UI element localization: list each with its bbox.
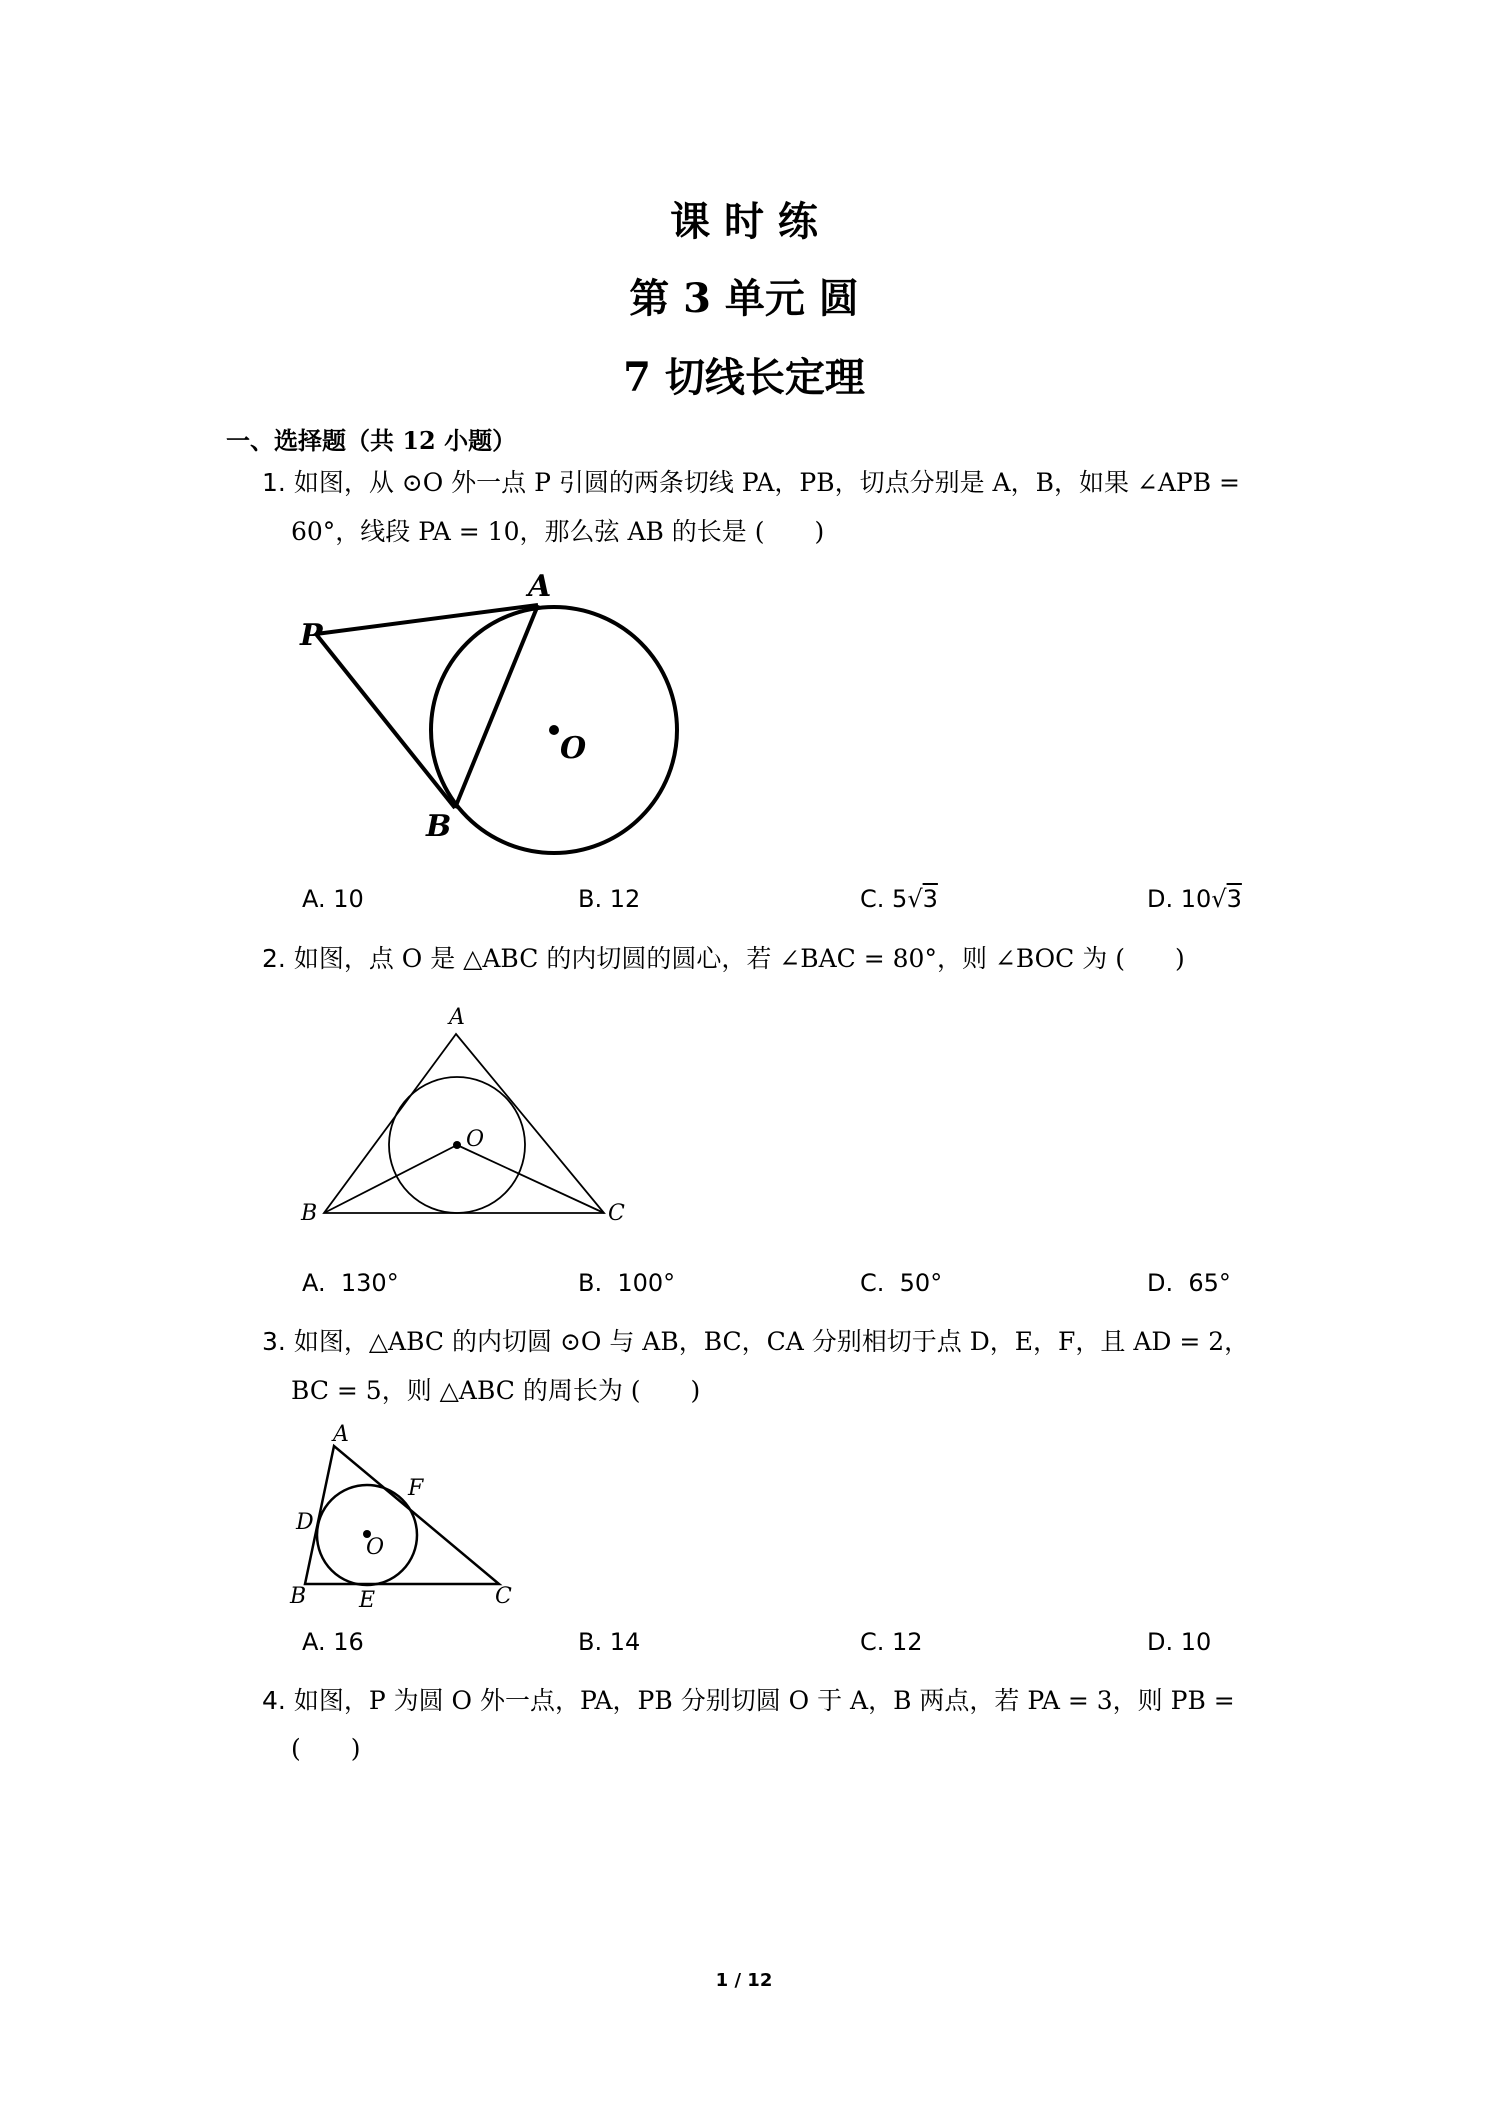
label-d: D bbox=[296, 1510, 314, 1535]
label-e: E bbox=[359, 1588, 376, 1613]
option-2b[interactable]: B. 100° bbox=[578, 1269, 676, 1297]
question-1-line-2: 60°，线段 PA = 10，那么弦 AB 的长是 ( ) bbox=[291, 517, 825, 546]
label-b: B bbox=[290, 1584, 307, 1609]
question-4-line-1 bbox=[262, 1672, 1235, 1730]
option-2d[interactable]: D. 65° bbox=[1147, 1269, 1231, 1297]
chord-ab bbox=[455, 605, 538, 808]
label-p: P bbox=[300, 618, 323, 653]
label-o: O bbox=[466, 1127, 485, 1152]
question-3-line-2: BC = 5，则 △ABC 的周长为 ( ) bbox=[291, 1376, 701, 1405]
option-3d[interactable]: D. 10 bbox=[1147, 1628, 1212, 1656]
option-1c[interactable]: C. 5√3 bbox=[860, 885, 938, 913]
figure-q2-incircle bbox=[295, 995, 635, 1230]
question-4-line-2: ( ) bbox=[291, 1734, 361, 1763]
option-3b[interactable]: B. 14 bbox=[578, 1628, 641, 1656]
unit-title: 第 3 单元 圆 bbox=[629, 275, 859, 322]
option-1d[interactable]: D. 10√3 bbox=[1147, 885, 1242, 913]
worksheet-title: 课 时 练 bbox=[670, 198, 818, 245]
question-text: 如图，从 ⊙O 外一点 P 引圆的两条切线 PA，PB，切点分别是 A，B，如果 ∠APB = bbox=[293, 468, 1240, 497]
triangle-abc bbox=[324, 1034, 604, 1213]
option-2a[interactable]: A. 130° bbox=[302, 1269, 399, 1297]
page-number: 1 / 12 bbox=[715, 1970, 773, 1991]
label-o: O bbox=[560, 731, 587, 766]
option-2c[interactable]: C. 50° bbox=[860, 1269, 943, 1297]
option-1a[interactable]: A. 10 bbox=[302, 885, 364, 913]
question-number: 1. bbox=[262, 468, 286, 497]
label-b: B bbox=[426, 809, 452, 844]
question-text: 如图，点 O 是 △ABC 的内切圆的圆心，若 ∠BAC = 80°，则 ∠BOC 为 ( ) bbox=[293, 944, 1185, 973]
lesson-title: 7 切线长定理 bbox=[623, 354, 865, 401]
option-3c[interactable]: C. 12 bbox=[860, 1628, 923, 1656]
segment-pb bbox=[316, 634, 455, 808]
section-heading: 一、选择题（共 12 小题） bbox=[226, 426, 517, 455]
label-o: O bbox=[366, 1535, 385, 1560]
option-1b[interactable]: B. 12 bbox=[578, 885, 641, 913]
question-number: 3. bbox=[262, 1327, 286, 1356]
segment-oc bbox=[457, 1145, 604, 1213]
label-b: B bbox=[301, 1201, 318, 1226]
option-3a[interactable]: A. 16 bbox=[302, 1628, 364, 1656]
center-dot bbox=[549, 725, 559, 735]
question-number: 4. bbox=[262, 1686, 286, 1715]
figure-q1-tangent-circle bbox=[290, 560, 710, 860]
question-2-line-1 bbox=[262, 930, 1185, 988]
question-text: 如图，△ABC 的内切圆 ⊙O 与 AB，BC，CA 分别相切于点 D，E，F，且 AD = 2， bbox=[293, 1327, 1250, 1356]
label-a: A bbox=[449, 1005, 465, 1030]
triangle-abc bbox=[305, 1446, 499, 1584]
center-dot bbox=[453, 1141, 461, 1149]
label-c: C bbox=[608, 1201, 625, 1226]
label-c: C bbox=[495, 1584, 512, 1609]
label-a: A bbox=[528, 569, 552, 604]
question-text: 如图，P 为圆 O 外一点，PA，PB 分别切圆 O 于 A，B 两点，若 PA = 3，则 PB = bbox=[293, 1686, 1235, 1715]
label-a: A bbox=[333, 1422, 349, 1447]
figure-q3-incircle bbox=[285, 1420, 525, 1620]
segment-pa bbox=[316, 605, 538, 634]
label-f: F bbox=[408, 1476, 424, 1501]
question-number: 2. bbox=[262, 944, 286, 973]
